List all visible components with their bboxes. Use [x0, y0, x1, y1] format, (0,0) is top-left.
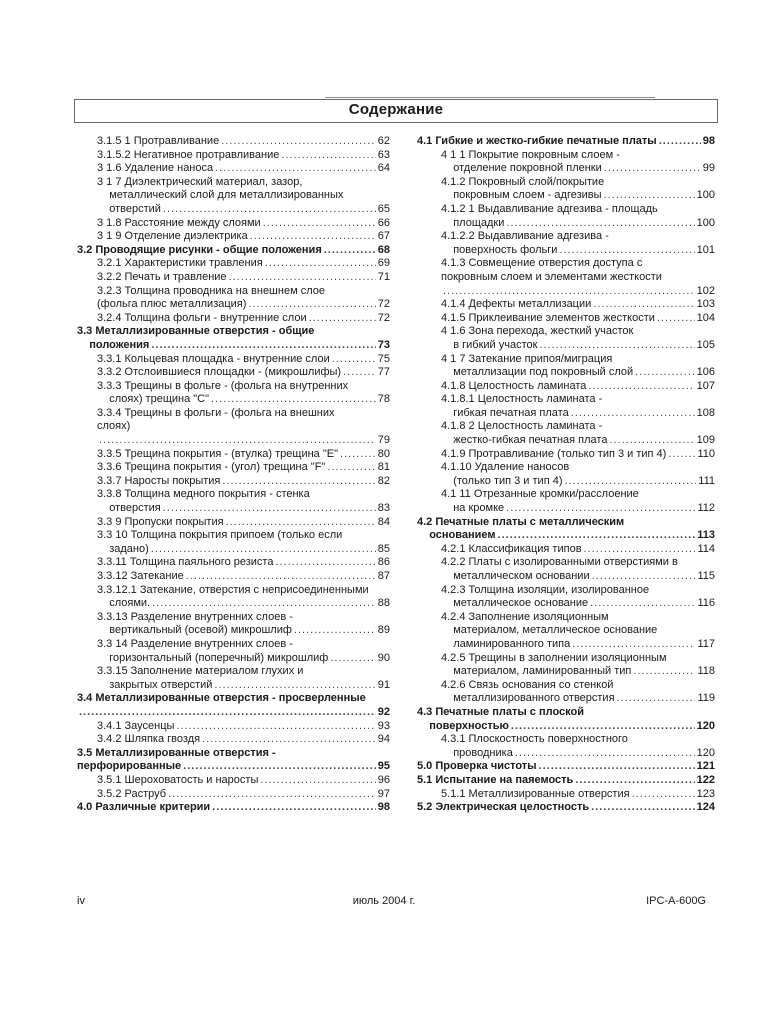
toc-entry[interactable] [417, 733, 715, 760]
toc-entry[interactable] [417, 380, 715, 394]
dot-leader [659, 135, 701, 149]
toc-page-number: 77 [377, 366, 390, 379]
toc-entry[interactable] [77, 638, 390, 665]
dot-leader [539, 760, 695, 774]
toc-entry[interactable] [77, 380, 390, 407]
toc-entry[interactable] [77, 285, 390, 312]
toc-entry-text: 3.3.8 Толщина медного покрытия - стенка [97, 488, 310, 501]
toc-entry-title: металлизации под покровный слой [441, 366, 634, 379]
toc-entry[interactable] [77, 149, 390, 163]
dot-leader [330, 652, 375, 666]
toc-entry-text: 3.3.15 Заполнение материалом глухих и [97, 665, 304, 678]
toc-page-number: 87 [377, 570, 390, 582]
toc-entry-title: перфорированные [77, 760, 182, 773]
toc-page-number: 67 [377, 230, 390, 243]
toc-entry-text: 3 1 7 Диэлектрический материал, зазор, [97, 175, 303, 188]
dot-leader [215, 162, 376, 176]
toc-page-number: 80 [377, 447, 390, 460]
toc-entry[interactable] [77, 611, 390, 638]
title-bar [74, 99, 718, 123]
toc-page-number: 62 [377, 135, 390, 147]
toc-entry[interactable] [417, 760, 715, 774]
toc-entry-title: 3 1.8 Расстояние между слоями [97, 216, 261, 229]
dot-leader [229, 271, 376, 285]
toc-entry[interactable] [417, 448, 715, 462]
toc-page-number: 111 [698, 474, 715, 487]
dot-leader [151, 339, 375, 353]
dot-leader [221, 135, 376, 149]
toc-entry[interactable] [77, 271, 390, 285]
toc-entry-text: металлический слой для металлизированных [97, 189, 344, 202]
toc-page-number: 103 [696, 298, 715, 311]
toc-page-number: 82 [377, 474, 390, 487]
toc-entry-title: 3.1.5 1 Протравливание [97, 135, 220, 147]
toc-page-number: 65 [377, 202, 390, 215]
toc-page-number: 124 [696, 801, 715, 814]
toc-entry[interactable] [417, 801, 715, 815]
dot-leader [633, 665, 695, 679]
dot-leader [588, 380, 694, 394]
toc-entry[interactable] [77, 556, 390, 570]
toc-entry[interactable] [77, 353, 390, 367]
toc-entry[interactable] [417, 584, 715, 611]
toc-entry-title: 3.5.2 Раструб [97, 787, 167, 800]
toc-entry[interactable] [77, 529, 390, 556]
toc-entry-title: покровным слоем - адгезивы [441, 189, 602, 202]
toc-entry[interactable] [77, 516, 390, 530]
toc-page-number: 75 [377, 352, 390, 365]
toc-entry[interactable] [417, 679, 715, 706]
toc-entry-text: 4 1 1 Покрытие покровным слоем - [441, 148, 620, 161]
toc-entry-title: поверхностью [417, 719, 509, 732]
toc-entry-title: 4.1.9 Протравливание (только тип 3 и тип 4) [441, 447, 667, 460]
toc-entry[interactable] [77, 312, 390, 326]
toc-entry-title: 4.2.1 Классификация типов [441, 542, 582, 555]
toc-entry[interactable] [77, 788, 390, 802]
toc-page-number: 109 [696, 434, 715, 447]
toc-entry-title: (только тип 3 и тип 4) [441, 474, 563, 487]
toc-entry[interactable] [417, 461, 715, 488]
dot-leader [294, 624, 376, 638]
toc-entry[interactable] [417, 149, 715, 176]
dot-leader [202, 733, 376, 747]
dot-leader [309, 312, 376, 326]
toc-entry-text: 3.2.3 Толщина проводника на внешнем слое [97, 284, 325, 297]
dot-leader [443, 285, 695, 299]
toc-entry-title: 4.1.4 Дефекты металлизации [441, 298, 592, 311]
toc-page-number: 91 [377, 678, 390, 691]
toc-entry-text: 3.4 Металлизированные отверстия - просверленные [77, 692, 366, 705]
dot-leader [571, 407, 695, 421]
toc-entry[interactable] [77, 801, 390, 815]
toc-entry[interactable] [77, 230, 390, 244]
dot-leader [226, 516, 376, 530]
toc-entry-title: 3.2 Проводящие рисунки - общие положения [77, 243, 322, 256]
toc-entry-title: материалом, ламинированный тип [441, 665, 632, 678]
dot-leader [572, 638, 695, 652]
dot-leader [539, 339, 694, 353]
dot-leader [250, 230, 376, 244]
toc-entry-title: 3.3.5 Трещина покрытия - (втулка) трещина "Е" [97, 447, 338, 460]
toc-page-number: 96 [377, 773, 390, 786]
dot-leader [168, 788, 376, 802]
toc-page-number: 100 [696, 189, 715, 202]
dot-leader [617, 692, 696, 706]
dot-leader [324, 244, 376, 258]
dot-leader [590, 597, 695, 611]
toc-entry[interactable] [417, 257, 715, 298]
toc-entry-title: 3.2.4 Толщина фольги - внутренние слои [97, 311, 307, 324]
toc-page-number: 85 [377, 542, 390, 555]
dot-leader [635, 366, 695, 380]
toc-entry[interactable] [417, 488, 715, 515]
toc-page-number: 95 [377, 760, 390, 773]
dot-leader [163, 502, 376, 516]
toc-page-number: 110 [697, 447, 715, 460]
toc-entry[interactable] [417, 203, 715, 230]
toc-entry[interactable] [77, 720, 390, 734]
toc-entry-title: 5.2 Электрическая целостность [417, 801, 590, 814]
toc-entry-title: 3.3.6 Трещина покрытия - (угол) трещина "F" [97, 461, 326, 474]
dot-leader [222, 475, 375, 489]
toc-page-number: 113 [697, 529, 715, 542]
toc-entry[interactable] [77, 488, 390, 515]
toc-entry-text: 4 1 7 Затекание припоя/миграция [441, 352, 613, 365]
dot-leader [515, 747, 695, 761]
toc-page-number: 72 [377, 298, 390, 311]
toc-entry-title: 3 1 9 Отделение диэлектрика [97, 230, 248, 243]
toc-entry-title: задано) [97, 542, 149, 555]
toc-entry[interactable] [417, 353, 715, 380]
dot-leader [151, 543, 376, 557]
toc-page-number: 108 [696, 406, 715, 419]
toc-entry[interactable] [417, 230, 715, 257]
dot-leader [211, 393, 376, 407]
toc-entry[interactable] [417, 706, 715, 733]
toc-page-number: 81 [377, 461, 390, 474]
toc-entry-title: площадки [441, 216, 505, 229]
toc-page-number: 83 [377, 502, 390, 515]
toc-page-number: 63 [377, 148, 390, 161]
toc-page-number: 120 [696, 746, 715, 759]
toc-entry-title: 3.3 9 Пропуски покрытия [97, 515, 224, 528]
toc-entry-text: 3.5 Металлизированные отверстия - [77, 746, 276, 759]
toc-entry-title: слоях) трещина "С" [97, 393, 210, 406]
toc-entry[interactable] [417, 788, 715, 802]
toc-entry[interactable] [77, 366, 390, 380]
toc-page-number: 120 [696, 719, 715, 732]
dot-leader [593, 298, 694, 312]
toc-entry-title: (фольга плюс металлизация) [97, 298, 247, 311]
toc-entry[interactable] [77, 692, 390, 719]
toc-entry[interactable] [417, 556, 715, 583]
toc-entry-title: закрытых отверстий [97, 678, 213, 691]
toc-entry-title: в гибкий участок [441, 338, 538, 351]
toc-page-number: 93 [377, 719, 390, 732]
dot-leader [632, 788, 695, 802]
toc-entry[interactable] [417, 516, 715, 543]
dot-leader [657, 312, 695, 326]
toc-entry[interactable] [417, 135, 715, 149]
toc-page-number: 121 [696, 760, 715, 773]
toc-page-number: 66 [377, 216, 390, 229]
toc-entry-text: 4.2.4 Заполнение изоляционным [441, 610, 609, 623]
toc-entry[interactable] [77, 747, 390, 774]
toc-entry-title: основанием [417, 529, 496, 542]
toc-page-number: 119 [697, 692, 715, 705]
dot-leader [163, 203, 376, 217]
toc-page-number: 122 [696, 773, 715, 786]
toc-page-number: 98 [702, 135, 715, 147]
toc-entry-title: поверхность фольги [441, 243, 558, 256]
toc-entry-text: 4.3.1 Плоскостность поверхностного [441, 733, 628, 746]
toc-entry-title: 3.5.1 Шероховатость и наросты [97, 773, 259, 786]
toc-entry-text: 3.3 Металлизированные отверстия - общие [77, 325, 315, 338]
dot-leader [604, 189, 695, 203]
toc-entry-title: металлическое основание [441, 597, 589, 610]
dot-leader [260, 774, 375, 788]
toc-page-number: 97 [377, 787, 390, 800]
toc-page-number: 117 [697, 637, 715, 650]
dot-leader [332, 353, 376, 367]
toc-page-number: 123 [696, 787, 715, 800]
toc-page-number: 106 [696, 366, 715, 379]
toc-entry-title: слоями. [97, 597, 151, 610]
toc-entry-title: отделение покровной пленки [441, 162, 602, 175]
toc-page-number: 64 [377, 162, 390, 175]
toc-entry[interactable] [417, 420, 715, 447]
toc-entry[interactable] [77, 162, 390, 176]
toc-entry-text: 4.2.2 Платы с изолированными отверстиями в [441, 556, 678, 569]
dot-leader [591, 801, 695, 815]
toc-entry-title: металлизированного отверстия [441, 692, 615, 705]
toc-entry-title: ламинированного типа [441, 637, 571, 650]
toc-entry[interactable] [417, 543, 715, 557]
toc-page-number: 100 [696, 216, 715, 229]
dot-leader [186, 570, 376, 584]
toc-page-number: 90 [377, 651, 390, 664]
toc-entry[interactable] [77, 217, 390, 231]
dot-leader [176, 720, 375, 734]
dot-leader [506, 217, 694, 231]
toc-entry[interactable] [417, 176, 715, 203]
toc-page-number: 116 [697, 597, 715, 610]
dot-leader [214, 679, 375, 693]
dot-leader [343, 366, 376, 380]
toc-entry-title: гибкая печатная плата [441, 406, 569, 419]
toc-column-left [77, 135, 390, 815]
toc-entry-text: покровным слоем и элементами жесткости [441, 270, 662, 283]
toc-entry-title: 4.1.8 Целостность ламината [441, 379, 587, 392]
footer-date: июль 2004 г. [352, 895, 416, 907]
dot-leader [506, 502, 695, 516]
footer-page-number: iv [77, 895, 85, 907]
toc-entry-title: 4.1 Гибкие и жестко-гибкие печатные платы [417, 135, 657, 147]
toc-entry-title: 3.2.2 Печать и травление [97, 270, 227, 283]
toc-entry-text: 3.3 14 Разделение внутренних слоев - [97, 637, 293, 650]
toc-entry[interactable] [77, 135, 390, 149]
toc-entry-text: 4.1 11 Отрезанные кромки/расслоение [441, 488, 639, 501]
dot-leader [609, 434, 694, 448]
toc-page-number: 114 [697, 542, 715, 555]
dot-leader [79, 706, 376, 720]
toc-entry-text: 4.1.8.1 Целостность ламината - [441, 393, 603, 406]
footer-doc-id: IPC-A-600G [646, 895, 706, 907]
toc-entry-title: отверстия [97, 502, 161, 515]
toc-entry-text: 4.2 Печатные платы с металлическим [417, 515, 625, 528]
toc-entry-text: 3.3.12.1 Затекание, отверстия с неприсоединенными [97, 583, 369, 596]
toc-page-number: 98 [377, 801, 390, 814]
toc-page-number: 69 [377, 257, 390, 270]
toc-entry[interactable] [77, 176, 390, 217]
dot-leader [327, 461, 375, 475]
dot-leader [183, 760, 376, 774]
toc-entry-text: 4.1.2.2 Выдавливание адгезива - [441, 230, 609, 243]
toc-entry[interactable] [77, 407, 390, 448]
toc-page-number: 86 [377, 556, 390, 569]
toc-entry-title: 5.1 Испытание на паяемость [417, 773, 574, 786]
toc-entry[interactable] [417, 393, 715, 420]
toc-entry[interactable] [417, 298, 715, 312]
toc-page-number: 73 [377, 338, 390, 351]
dot-leader [281, 149, 375, 163]
toc-entry-title: положения [77, 338, 150, 351]
toc-column-right [417, 135, 715, 815]
toc-page-number: 78 [377, 393, 390, 406]
toc-entry-text: слоях) [97, 420, 131, 433]
toc-entry-text: 3.3.4 Трещины в фольги - (фольга на внешних [97, 406, 335, 419]
toc-entry-title: проводника [441, 746, 513, 759]
toc-entry-title: отверстий [97, 202, 161, 215]
dot-leader [212, 801, 376, 815]
toc-entry[interactable] [417, 774, 715, 788]
dot-leader [498, 529, 696, 543]
dot-leader [511, 720, 695, 734]
toc-entry-title: 3.4.1 Заусенцы [97, 719, 175, 732]
dot-leader [604, 162, 701, 176]
dot-leader [340, 448, 376, 462]
toc-entry[interactable] [77, 448, 390, 462]
toc-entry-text: 4.1.3 Совмещение отверстия доступа с [441, 257, 643, 270]
toc-entry[interactable] [417, 312, 715, 326]
toc-entry-title: горизонтальный (поперечный) микрошлиф [97, 651, 329, 664]
dot-leader [248, 298, 375, 312]
toc-entry-title: 3.4.2 Шляпка гвоздя [97, 733, 201, 746]
toc-entry-title: 4.0 Различные критерии [77, 801, 211, 814]
toc-entry-text: 3.3.3 Трещины в фольге - (фольга на внутренних [97, 379, 349, 392]
toc-page-number: 99 [702, 162, 715, 175]
toc-entry[interactable] [77, 570, 390, 584]
toc-entry[interactable] [417, 325, 715, 352]
toc-entry[interactable] [77, 325, 390, 352]
toc-entry[interactable] [77, 584, 390, 611]
toc-entry-text: материалом, металлическое основание [441, 624, 658, 637]
toc-entry[interactable] [77, 774, 390, 788]
toc-page-number: 68 [377, 243, 390, 256]
toc-page-number: 105 [696, 338, 715, 351]
dot-leader [584, 543, 696, 557]
toc-entry-text: 4.1.2 1 Выдавливание адгезива - площадь [441, 202, 658, 215]
toc-page-number: 88 [377, 597, 390, 610]
toc-page-number: 84 [377, 515, 390, 528]
toc-entry-title: 3.1.5.2 Негативное протравливание [97, 148, 280, 161]
toc-entry-title: на кромке [441, 502, 505, 515]
toc-entry[interactable] [77, 665, 390, 692]
toc-entry-title: жестко-гибкая печатная плата [441, 434, 608, 447]
toc-entry-text: 4.2.6 Связь основания со стенкой [441, 678, 614, 691]
toc-entry-title: 3.3.12 Затекание [97, 570, 184, 582]
toc-entry-title: 3.3.2 Отслоившиеся площадки - (микрошлифы) [97, 366, 342, 379]
toc-entry-text: 4.2.5 Трещины в заполнении изоляционным [441, 651, 667, 664]
toc-entry[interactable] [77, 244, 390, 258]
toc-entry[interactable] [77, 733, 390, 747]
toc-page-number: 94 [377, 733, 390, 746]
toc-entry-text: 4 1.6 Зона перехода, жесткий участок [441, 325, 634, 338]
dot-leader [575, 774, 694, 788]
toc-page-number: 102 [696, 284, 715, 297]
toc-page-number: 89 [377, 624, 390, 637]
toc-entry-title: 3.2.1 Характеристики травления [97, 257, 263, 270]
toc-page-number: 115 [697, 570, 715, 582]
toc-entry-title: металлическом основании [441, 570, 590, 582]
dot-leader [152, 597, 376, 611]
toc-entry-title: 5.0 Проверка чистоты [417, 760, 537, 773]
toc-entry-title: 3 1.6 Удаление наноса [97, 162, 214, 175]
toc-page-number: 92 [377, 705, 390, 718]
toc-entry[interactable] [417, 652, 715, 679]
toc-entry-text: 4.1.2 Покровный слой/покрытие [441, 175, 605, 188]
toc-entry[interactable] [77, 257, 390, 271]
toc-page-number: 79 [377, 434, 390, 447]
dot-leader [265, 257, 376, 271]
dot-leader [592, 570, 696, 584]
toc-entry-title: 4.1.5 Приклеивание элементов жесткости [441, 311, 655, 324]
toc-page-number: 71 [377, 270, 390, 283]
page-title: Содержание [348, 101, 444, 118]
toc-entry-text: 4.3 Печатные платы с плоской [417, 705, 584, 718]
toc-entry[interactable] [417, 611, 715, 652]
toc-entry-text: 4.1.8 2 Целостность ламината - [441, 420, 603, 433]
toc-page-number: 101 [696, 243, 715, 256]
toc-page-number: 112 [697, 502, 715, 515]
toc-entry[interactable] [77, 461, 390, 475]
toc-page-number: 72 [377, 311, 390, 324]
dot-leader [559, 244, 694, 258]
toc-entry-title: 3.3.7 Наросты покрытия [97, 474, 221, 487]
toc-entry[interactable] [77, 475, 390, 489]
toc-page-number: 107 [696, 379, 715, 392]
toc-entry-title: 3.3.11 Толщина паяльного резиста [97, 556, 274, 569]
toc-entry-title: 3.3.1 Кольцевая площадка - внутренние слои [97, 352, 330, 365]
toc-page-number: 104 [696, 311, 715, 324]
toc-entry-text: 4.1.10 Удаление наносов [441, 461, 570, 474]
toc-entry-text: 3.3 10 Толщина покрытия припоем (только если [97, 529, 343, 542]
dot-leader [263, 217, 376, 231]
dot-leader [668, 448, 695, 462]
toc-entry-title: 5.1.1 Металлизированные отверстия [441, 787, 630, 800]
dot-leader [275, 556, 375, 570]
toc-page-number: 118 [697, 665, 715, 678]
toc-entry-text: 3.3.13 Разделение внутренних слоев - [97, 610, 293, 623]
toc-entry-title: вертикальный (осевой) микрошлиф [97, 624, 292, 637]
dot-leader [99, 434, 376, 448]
dot-leader [564, 475, 696, 489]
toc-entry-text: 4.2.3 Толщина изоляции, изолированное [441, 583, 650, 596]
